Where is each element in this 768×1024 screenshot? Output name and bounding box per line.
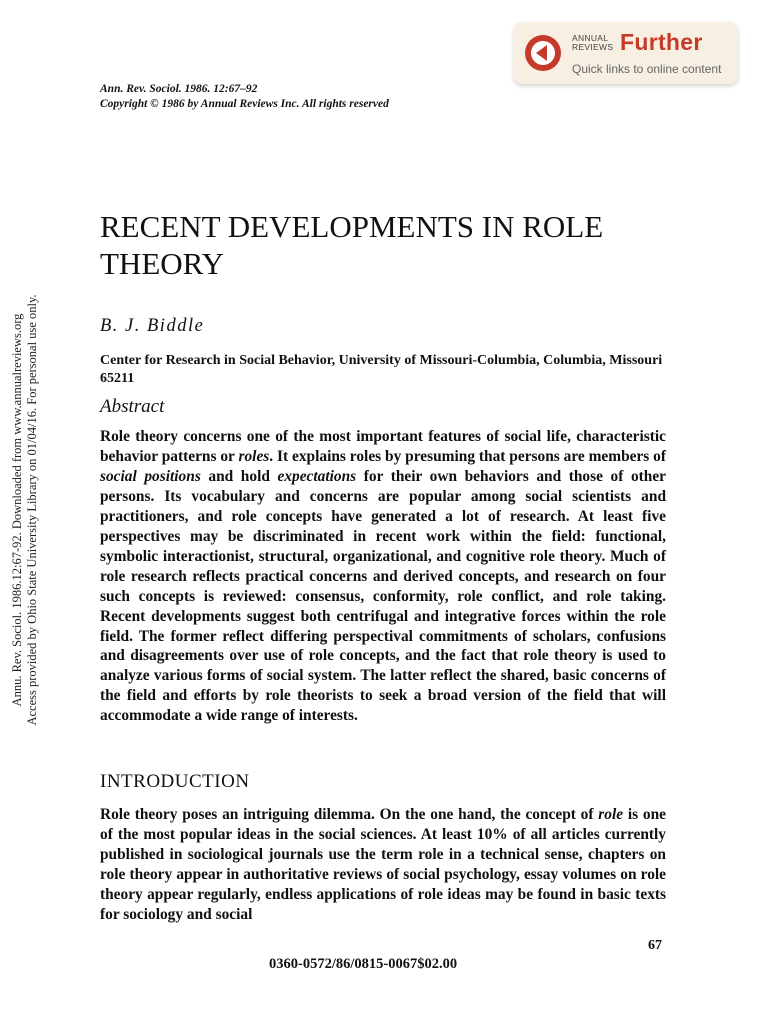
introduction-term-role: role — [598, 806, 624, 823]
citation — [100, 82, 389, 112]
abstract-term-roles: roles — [238, 447, 270, 465]
abstract-part-3: and hold — [200, 467, 278, 485]
abstract-part-2: . It explains roles by presuming that persons are members of — [269, 447, 667, 465]
author-name: B. J. Biddle — [100, 316, 205, 336]
badge-reviews: REVIEWS — [572, 42, 614, 52]
introduction-part-1: Role theory poses an intriguing dilemma. On the one hand, the concept of — [100, 806, 599, 823]
download-notice-line-1: Annu. Rev. Sociol. 1986.12:67-92. Downloaded from www.annualreviews.org — [10, 313, 24, 707]
badge-subtitle: Quick links to online content — [572, 62, 722, 76]
abstract-heading: Abstract — [100, 396, 165, 417]
abstract-term-social-positions: social positions — [100, 467, 201, 485]
citation-journal: Ann. Rev. Sociol. 1986. 12:67–92 — [100, 83, 258, 95]
annual-reviews-further-badge[interactable] — [514, 22, 738, 84]
play-arrow-icon — [524, 34, 562, 72]
abstract-term-expectations: expectations — [277, 467, 357, 485]
introduction-text — [100, 805, 666, 925]
abstract-part-1: Role theory concerns one of the most important features of social life, characteristic behavior patterns or — [100, 428, 666, 465]
download-notice-line-2: Access provided by Ohio State University Library on 01/04/16. For personal use only. — [25, 294, 39, 726]
citation-copyright: Copyright © 1986 by Annual Reviews Inc. All rights reserved — [100, 98, 389, 110]
badge-publisher — [572, 34, 620, 52]
page-number: 67 — [648, 938, 662, 953]
abstract-part-4: for their own behaviors and those of other persons. Its vocabulary and concerns are popular among social scientists and practitioners, and role concepts have generated a lot of research. At least five perspectives may be discriminated in recent work within the field: functional, symbolic interactionist, structural, organizational, and cognitive role theory. Much of role research reflects practical concerns and derived concepts, and research on four such concepts is reviewed: consensus, conformity, role conflict, and role taking. Recent developments suggest both centrifugal and integrative forces within the role field. The former reflect differing perspectival commitments of scholars, confusions and disagreements over use of role concepts, and the fact that role theory is used to analyze various forms of social system. The latter reflect the shared, basic concerns of the field and efforts by role theorists to seek a broad version of the field that will accommodate a wide range of interests. — [100, 467, 666, 725]
badge-annual: ANNUAL — [572, 33, 609, 43]
article-code: 0360-0572/86/0815-0067$02.00 — [269, 956, 458, 972]
badge-further: Further — [620, 29, 703, 55]
article-title: RECENT DEVELOPMENTS IN ROLE THEORY — [100, 209, 604, 281]
introduction-part-2: is one of the most popular ideas in the social sciences. At least 10% of all articles currently published in sociological journals use the term role in a technical sense, chapters on role theory appear in authoritative reviews of social psychology, essay volumes on role theory appear regularly, endless applications of role ideas may be found in basic texts for sociology and social — [100, 806, 666, 923]
author-affiliation: Center for Research in Social Behavior, University of Missouri-Columbia, Columbia, Missouri 65211 — [100, 353, 663, 386]
download-notice — [4, 274, 46, 746]
abstract-text — [100, 427, 666, 726]
introduction-heading: INTRODUCTION — [100, 771, 250, 792]
